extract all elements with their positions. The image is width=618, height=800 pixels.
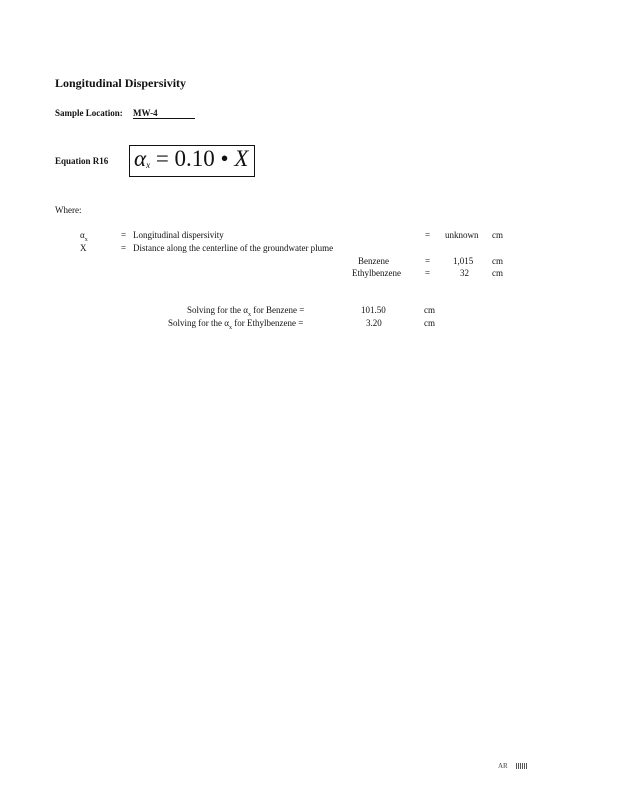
solution-value: 3.20 xyxy=(366,318,382,328)
distance-unit: cm xyxy=(492,268,503,278)
distance-label: Benzene xyxy=(358,256,389,266)
footer-code: AR xyxy=(498,762,508,770)
definition-equals: = xyxy=(121,243,127,253)
distance-unit: cm xyxy=(492,256,503,266)
sample-location-label: Sample Location: xyxy=(55,108,123,118)
solution-unit: cm xyxy=(424,318,435,328)
definition-equals-value: = xyxy=(425,230,431,240)
definition-unit: cm xyxy=(492,230,503,240)
distance-label: Ethylbenzene xyxy=(352,268,401,278)
equation-label: Equation R16 xyxy=(55,156,109,166)
footer-barcode xyxy=(516,763,528,769)
definition-symbol: X xyxy=(80,243,87,253)
solution-label: Solving for the $\alpha_x$ for Ethylbenzene = xyxy=(168,318,304,331)
definition-text: Distance along the centerline of the groundwater plume xyxy=(133,243,334,253)
definition-value: unknown xyxy=(445,230,479,240)
definition-equals: = xyxy=(121,230,127,240)
distance-equals: = xyxy=(425,256,431,266)
equation-formula xyxy=(134,146,248,172)
page-title: Longitudinal Dispersivity xyxy=(55,76,187,90)
distance-value: 1,015 xyxy=(453,256,474,266)
where-label: Where: xyxy=(55,205,82,215)
solution-value: 101.50 xyxy=(361,305,386,315)
definition-text: Longitudinal dispersivity xyxy=(133,230,224,240)
equation-alpha-sub: x xyxy=(146,160,151,170)
equation-alpha: α xyxy=(134,146,147,171)
equation-rest: = 0.10 • xyxy=(150,146,235,171)
solution-label: Solving for the $\alpha_x$ for Benzene = xyxy=(187,305,305,318)
definition-symbol: $\alpha_x$ xyxy=(80,230,88,243)
sample-location-value: MW-4 xyxy=(133,108,195,119)
equation-var: X xyxy=(234,146,249,171)
distance-equals: = xyxy=(425,268,431,278)
distance-value: 32 xyxy=(460,268,469,278)
solution-unit: cm xyxy=(424,305,435,315)
